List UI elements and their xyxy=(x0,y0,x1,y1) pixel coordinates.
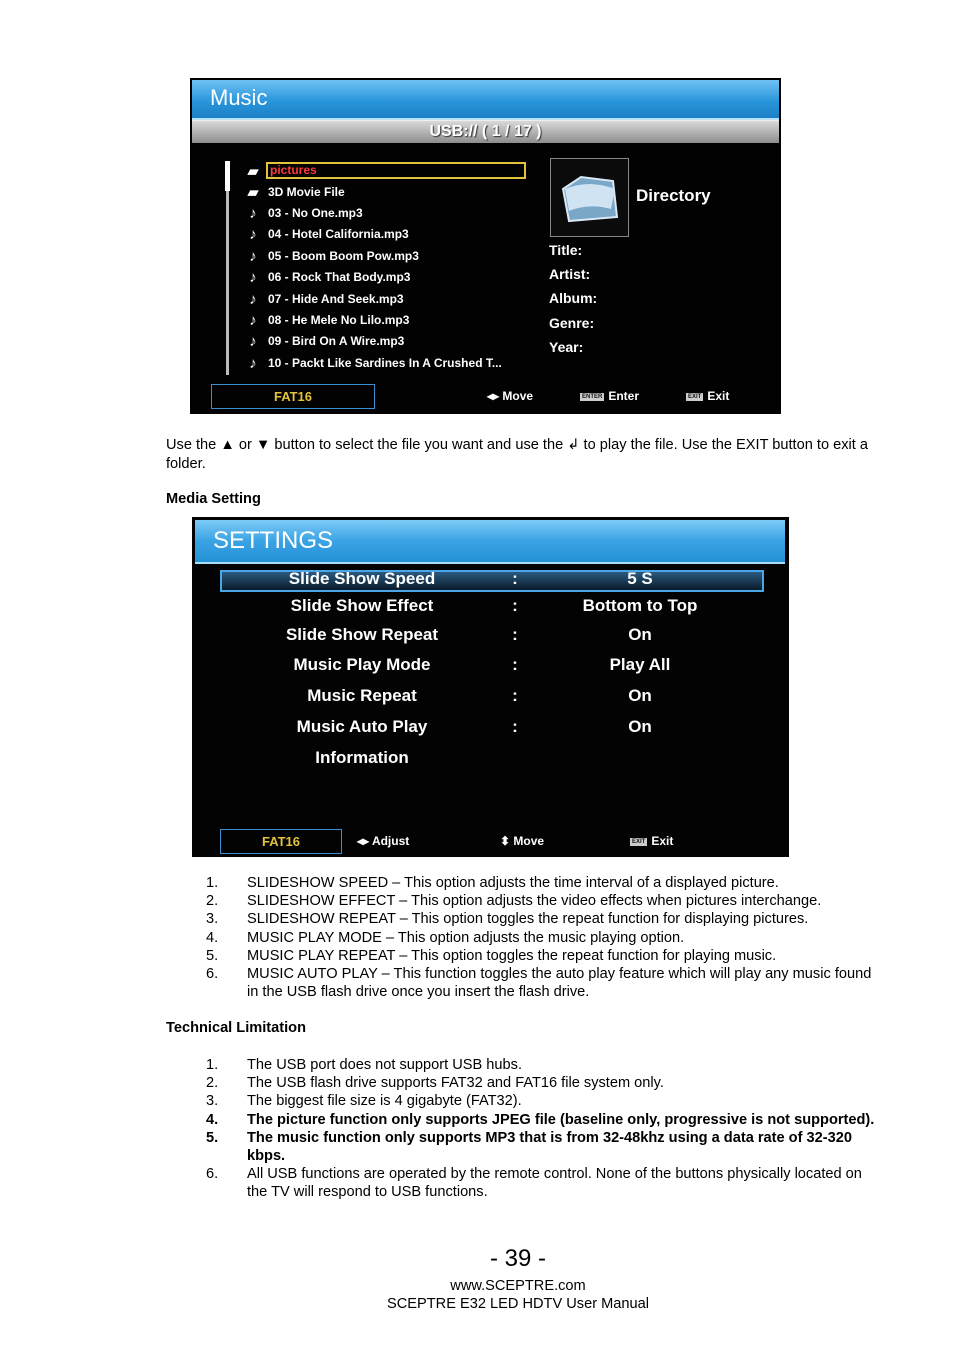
music-title: Music xyxy=(210,85,268,110)
directory-label: Directory xyxy=(636,186,711,205)
settings-screenshot xyxy=(192,517,789,857)
list-item: 1. SLIDESHOW SPEED – This option adjusts the time interval of a displayed picture. xyxy=(206,875,779,891)
list-item: 3. The biggest file size is 4 gigabyte (FAT32). xyxy=(206,1093,522,1110)
list-item: 6. MUSIC AUTO PLAY – This function toggles the auto play feature which will play any music found in the USB flash drive once you insert the flash drive. xyxy=(206,966,872,1001)
meta-title: Title: xyxy=(549,242,583,258)
settings-row[interactable]: Slide Show Speed : 5 S xyxy=(192,568,789,592)
music-footer xyxy=(190,382,781,414)
up-down-arrows-icon: ⬍ xyxy=(500,834,511,848)
settings-row[interactable]: Information xyxy=(315,748,409,767)
list-item: 1. The USB port does not support USB hubs. xyxy=(206,1057,523,1073)
settings-row[interactable]: Music Repeat : On xyxy=(307,686,652,705)
enter-key-icon: ENTER xyxy=(582,393,603,400)
file-row[interactable]: ♪ 06 - Rock That Body.mp3 xyxy=(240,267,530,288)
meta-album: Album: xyxy=(549,290,598,307)
settings-row[interactable]: Music Play Mode : Play All xyxy=(293,655,671,674)
music-browser-screenshot xyxy=(190,78,781,414)
music-note-icon: ♪ xyxy=(249,226,257,244)
manual-title: SCEPTRE E32 LED HDTV User Manual xyxy=(387,1296,649,1312)
settings-row[interactable]: Slide Show Effect : Bottom to Top xyxy=(290,596,698,615)
directory-preview xyxy=(550,158,629,237)
file-row[interactable]: ♪ 10 - Packt Like Sardines In A Crushed T... xyxy=(240,353,530,374)
music-note-icon: ♪ xyxy=(249,204,257,222)
move-hint: ◂▸ Move xyxy=(487,389,534,403)
list-item: 2. The USB flash drive supports FAT32 and FAT16 file system only. xyxy=(206,1075,664,1092)
file-row[interactable]: ♪ 03 - No One.mp3 xyxy=(240,203,530,224)
technical-limitation-heading: Technical Limitation xyxy=(166,1020,307,1036)
track-metadata xyxy=(549,242,597,363)
settings-row[interactable]: Slide Show Repeat : On xyxy=(285,625,652,644)
file-row[interactable]: ♪ 05 - Boom Boom Pow.mp3 xyxy=(240,246,530,267)
music-note-icon: ♪ xyxy=(249,333,257,351)
music-note-icon: ♪ xyxy=(249,311,257,329)
exit-hint: EXIT Exit xyxy=(632,834,674,848)
settings-title: SETTINGS xyxy=(213,527,334,554)
enter-hint: ENTER Enter xyxy=(582,389,640,403)
media-setting-list xyxy=(166,874,886,1001)
directory-folder-icon xyxy=(551,159,628,236)
media-setting-heading: Media Setting xyxy=(166,491,261,507)
left-right-arrows-icon: ◂▸ xyxy=(357,834,370,848)
filesystem-indicator: FAT16 xyxy=(220,829,342,854)
file-row[interactable]: ♪ 09 - Bird On A Wire.mp3 xyxy=(240,331,530,352)
file-list xyxy=(240,160,530,374)
file-row[interactable]: ▰ pictures xyxy=(240,160,530,181)
list-item: 4. The picture function only supports JPEG file (baseline only, progressive is not supported). xyxy=(206,1111,875,1128)
file-row[interactable]: ♪ 04 - Hotel California.mp3 xyxy=(240,224,530,245)
music-note-icon: ♪ xyxy=(249,354,257,372)
music-note-icon: ♪ xyxy=(249,247,257,265)
list-item: 4. MUSIC PLAY MODE – This option adjusts the music playing option. xyxy=(206,929,685,946)
list-item: 5. The music function only supports MP3 that is from 32-48khz using a data rate of 32-320 kbps. xyxy=(206,1129,852,1165)
meta-genre: Genre: xyxy=(549,314,595,331)
folder-icon: ▰ xyxy=(247,184,259,202)
exit-key-icon: EXIT xyxy=(688,393,702,400)
scrollbar-thumb[interactable] xyxy=(225,161,230,191)
adjust-hint: ◂▸ Adjust xyxy=(357,834,410,848)
left-right-arrows-icon: ◂▸ xyxy=(487,389,500,403)
file-row[interactable]: ♪ 08 - He Mele No Lilo.mp3 xyxy=(240,310,530,331)
meta-year: Year: xyxy=(549,338,584,355)
usb-path-bar: USB:// ( 1 / 17 ) xyxy=(192,120,779,143)
instruction-paragraph: Use the ▲ or ▼ button to select the file you want and use the ↲ to play the file. Use the EXIT button to exit a folder. xyxy=(166,437,869,472)
page-number: - 39 - xyxy=(489,1245,546,1272)
meta-artist: Artist: xyxy=(549,266,591,283)
settings-row[interactable]: Music Auto Play : On xyxy=(296,717,652,736)
list-item: 2. SLIDESHOW EFFECT – This option adjusts the video effects when pictures interchange. xyxy=(206,893,822,910)
filesystem-indicator: FAT16 xyxy=(211,384,375,409)
exit-key-icon: EXIT xyxy=(632,838,646,845)
exit-hint: EXIT Exit xyxy=(688,389,730,403)
file-row[interactable]: ▰ 3D Movie File xyxy=(240,181,530,202)
list-item: 3. SLIDESHOW REPEAT – This option toggles the repeat function for displaying pictures. xyxy=(206,911,809,928)
file-list-scrollbar[interactable] xyxy=(226,161,229,375)
website-link[interactable]: www.SCEPTRE.com xyxy=(450,1278,586,1294)
technical-limitation-list xyxy=(166,1056,886,1202)
file-row[interactable]: ♪ 07 - Hide And Seek.mp3 xyxy=(240,288,530,309)
settings-header xyxy=(195,520,785,564)
settings-footer xyxy=(192,827,789,857)
music-header xyxy=(192,80,779,120)
music-note-icon: ♪ xyxy=(249,290,257,308)
music-note-icon: ♪ xyxy=(249,269,257,287)
list-item: 6. All USB functions are operated by the remote control. None of the buttons physically located on the TV will respond to USB functions. xyxy=(206,1166,862,1201)
folder-icon: ▰ xyxy=(247,162,259,180)
move-hint: ⬍ Move xyxy=(500,834,545,848)
list-item: 5. MUSIC PLAY REPEAT – This option toggles the repeat function for playing music. xyxy=(206,947,777,964)
